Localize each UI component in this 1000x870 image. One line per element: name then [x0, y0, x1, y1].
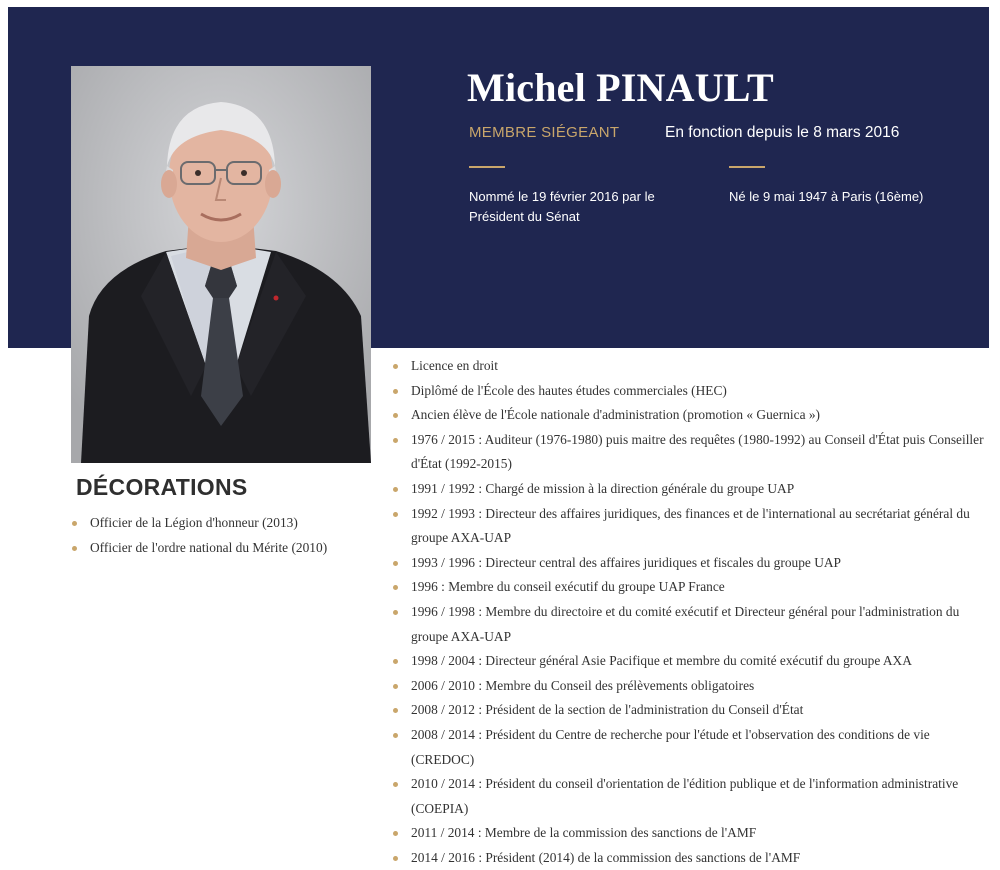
list-item: 2010 / 2014 : Président du conseil d'orientation de l'édition publique et de l'information administrative (COEPIA) — [393, 772, 989, 821]
list-item: 2011 / 2014 : Membre de la commission des sanctions de l'AMF — [393, 821, 989, 846]
member-name: Michel PINAULT — [467, 65, 774, 110]
gold-divider-right — [729, 166, 765, 168]
list-item: 1992 / 1993 : Directeur des affaires juridiques, des finances et de l'international au secrétariat général du groupe AXA-UAP — [393, 502, 989, 551]
list-item: 1991 / 1992 : Chargé de mission à la direction générale du groupe UAP — [393, 477, 989, 502]
list-item: 2008 / 2014 : Président du Centre de recherche pour l'étude et l'observation des conditions de vie (CREDOC) — [393, 723, 989, 772]
decorations-heading: DÉCORATIONS — [76, 474, 248, 500]
list-item: 1996 : Membre du conseil exécutif du groupe UAP France — [393, 575, 989, 600]
portrait-illustration — [71, 66, 371, 463]
list-item: Ancien élève de l'École nationale d'administration (promotion « Guernica ») — [393, 403, 989, 428]
list-item: 1998 / 2004 : Directeur général Asie Pacifique et membre du comité exécutif du groupe AXA — [393, 649, 989, 674]
gold-divider-left — [469, 166, 505, 168]
list-item: Diplômé de l'École des hautes études commerciales (HEC) — [393, 379, 989, 404]
in-office-since: En fonction depuis le 8 mars 2016 — [665, 124, 900, 141]
birth-info: Né le 9 mai 1947 à Paris (16ème) — [729, 189, 924, 204]
appointment-line-1: Nommé le 19 février 2016 par le — [469, 189, 655, 204]
portrait-photo — [71, 66, 371, 463]
list-item: Officier de l'ordre national du Mérite (2010) — [72, 536, 392, 561]
list-item: Licence en droit — [393, 354, 989, 379]
list-item: 1976 / 2015 : Auditeur (1976-1980) puis maitre des requêtes (1980-1992) au Conseil d'État puis Conseiller d'État (1992-2015) — [393, 428, 989, 477]
decorations-list — [72, 511, 392, 560]
list-item: Officier de la Légion d'honneur (2013) — [72, 511, 392, 536]
member-role: MEMBRE SIÉGEANT — [469, 124, 620, 141]
list-item: 2008 / 2012 : Président de la section de l'administration du Conseil d'État — [393, 698, 989, 723]
list-item: 1996 / 1998 : Membre du directoire et du comité exécutif et Directeur général pour l'administration du groupe AXA-UAP — [393, 600, 989, 649]
list-item: 2006 / 2010 : Membre du Conseil des prélèvements obligatoires — [393, 674, 989, 699]
appointment-info — [469, 187, 699, 227]
list-item: 2014 / 2016 : Président (2014) de la commission des sanctions de l'AMF — [393, 846, 989, 870]
career-list — [393, 354, 989, 870]
appointment-line-2: Président du Sénat — [469, 209, 580, 224]
list-item: 1993 / 1996 : Directeur central des affaires juridiques et fiscales du groupe UAP — [393, 551, 989, 576]
